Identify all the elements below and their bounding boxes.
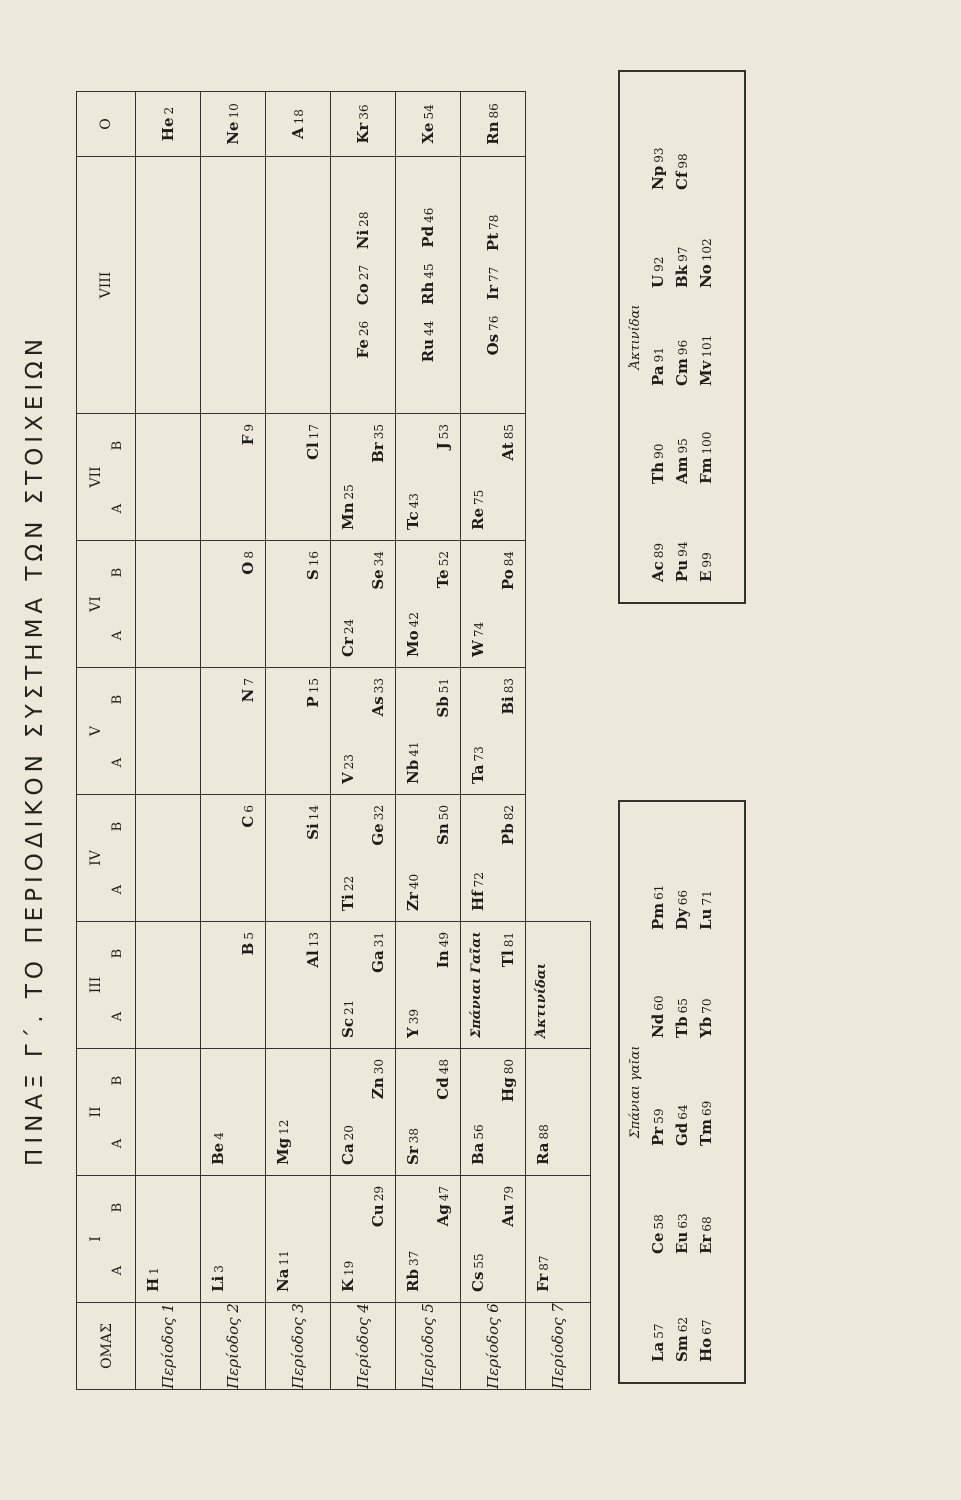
actinide-element: E99 <box>697 552 715 582</box>
element-cell <box>136 414 201 541</box>
element-cell <box>526 1176 591 1303</box>
element-cell <box>461 414 526 541</box>
subgroup-b-element: Cu29 <box>369 1186 387 1228</box>
subgroup-b-label: B <box>109 1202 125 1213</box>
group-header-row <box>77 92 136 1390</box>
subgroup-b-element: Ga31 <box>369 932 387 973</box>
subgroup-b-element: Bi83 <box>499 678 517 715</box>
subgroup-a-element: Ta73 <box>469 746 487 784</box>
element-cell <box>201 922 266 1049</box>
element-cell <box>266 922 331 1049</box>
subgroup-b-element: N7 <box>239 678 257 703</box>
period-label: Περίοδος 4 <box>331 1303 396 1390</box>
actinide-element: Th90 <box>649 443 667 484</box>
element-cell <box>266 92 331 157</box>
subgroup-b-label: B <box>109 440 125 451</box>
rare-earth-element: Ce58 <box>649 1214 667 1254</box>
group-header-5 <box>77 668 136 795</box>
subgroup-a-label: A <box>109 757 125 768</box>
subgroup-a-element: K19 <box>339 1260 357 1292</box>
subgroup-b-label: B <box>109 694 125 705</box>
group-number: II <box>87 1106 104 1118</box>
element-cell <box>201 1049 266 1176</box>
subgroup-a-element: H1 <box>144 1267 162 1292</box>
element-group-text: Xe54 <box>419 104 437 144</box>
subgroup-a-label: A <box>109 1138 125 1149</box>
rare-earth-element: Pm61 <box>649 884 667 930</box>
subgroup-a-label: A <box>109 1011 125 1022</box>
element-group-text: Fe26 Co27 Ni28 <box>354 211 372 359</box>
group-header-8 <box>77 157 136 414</box>
period-label: Περίοδος 1 <box>136 1303 201 1390</box>
element-cell <box>136 92 201 157</box>
subgroup-a-element: Ca20 <box>339 1125 357 1165</box>
period-row-2 <box>201 92 266 1390</box>
subgroup-a-element: Zr40 <box>404 873 422 911</box>
group-header-4 <box>77 795 136 922</box>
rare-earth-element: Dy66 <box>673 889 691 930</box>
element-group-text: Ne10 <box>224 103 242 145</box>
group-number: III <box>87 976 104 994</box>
subgroup-a-element: Sc21 <box>339 999 357 1038</box>
actinide-element: Am95 <box>673 438 691 484</box>
element-cell <box>461 795 526 922</box>
group-number: O <box>98 118 114 130</box>
subgroup-a-element: Sr38 <box>404 1127 422 1165</box>
period-row-4 <box>331 92 396 1390</box>
period-label: Περίοδος 6 <box>461 1303 526 1390</box>
subgroup-b-element: Zn30 <box>369 1059 387 1100</box>
subgroup-b-label: B <box>109 948 125 959</box>
element-group-text: A18 <box>289 109 307 139</box>
subgroup-a-label: A <box>109 503 125 514</box>
element-cell <box>136 541 201 668</box>
subgroup-a-label: A <box>109 1265 125 1276</box>
element-cell <box>331 157 396 414</box>
subgroup-b-label: B <box>109 821 125 832</box>
element-cell <box>201 541 266 668</box>
element-group-text: Ru44 Rh45 Pd46 <box>419 207 437 363</box>
actinide-element: Mv101 <box>697 334 715 386</box>
subgroup-a-element: Be4 <box>209 1132 227 1165</box>
rare-earth-element: Er68 <box>697 1216 715 1254</box>
actinide-element: Pa91 <box>649 347 667 386</box>
actinide-element: No102 <box>697 238 715 288</box>
actinide-element: U92 <box>649 256 667 288</box>
subgroup-a-element: Li3 <box>209 1265 227 1292</box>
element-cell <box>266 541 331 668</box>
element-cell <box>136 157 201 414</box>
element-group-text: He2 <box>159 106 177 142</box>
rare-earth-element: Sm62 <box>673 1317 691 1362</box>
actinides-grid <box>643 72 721 602</box>
subgroup-b-element: Sn50 <box>434 805 452 846</box>
subgroup-b-element: P15 <box>304 678 322 708</box>
element-cell <box>201 157 266 414</box>
group-number: VII <box>87 466 104 488</box>
actinide-element: Fm100 <box>697 431 715 484</box>
subgroup-b-element: Se34 <box>369 551 387 590</box>
group-number: V <box>87 725 104 737</box>
rare-earth-element: Tm69 <box>697 1100 715 1146</box>
subgroup-a-element: Cs55 <box>469 1253 487 1292</box>
element-cell <box>396 922 461 1049</box>
actinides-caption: Ἀκτινίδαι <box>628 304 643 370</box>
subgroup-b-element: F9 <box>239 424 257 446</box>
group-header-3 <box>77 922 136 1049</box>
period-row-1 <box>136 92 201 1390</box>
element-cell <box>461 92 526 157</box>
element-cell <box>201 668 266 795</box>
rare-earth-element: Lu71 <box>697 890 715 930</box>
element-cell <box>396 157 461 414</box>
subgroup-b-element: Au79 <box>499 1186 517 1227</box>
subgroup-b-element: Po84 <box>499 551 517 591</box>
subgroup-b-element: Cd48 <box>434 1059 452 1100</box>
period-row-3 <box>266 92 331 1390</box>
subgroup-b-element: Si14 <box>304 805 322 840</box>
group-header-7 <box>77 414 136 541</box>
element-cell <box>396 668 461 795</box>
subgroup-b-element: Hg80 <box>499 1059 517 1102</box>
periodic-table <box>76 91 591 1390</box>
subgroup-b-element: As33 <box>369 678 387 717</box>
subgroup-a-element: Ἀκτινίδαι <box>534 962 549 1038</box>
subgroup-b-element: Tl81 <box>499 932 517 968</box>
rare-earth-element: Nd60 <box>649 995 667 1038</box>
element-cell <box>461 541 526 668</box>
actinide-element: Pu94 <box>673 541 691 582</box>
element-cell <box>396 541 461 668</box>
rare-earth-element: Tb65 <box>673 998 691 1038</box>
subgroup-b-element: Ag47 <box>434 1186 452 1227</box>
subgroup-a-element: Cr24 <box>339 618 357 657</box>
subgroup-b-element: Sb51 <box>434 678 452 718</box>
element-cell <box>331 795 396 922</box>
subgroup-a-element: Ti22 <box>339 875 357 911</box>
actinide-element: Ac89 <box>649 542 667 582</box>
element-group-text: Os76 Ir77 Pt78 <box>484 214 502 356</box>
element-cell <box>461 668 526 795</box>
period-label: Περίοδος 5 <box>396 1303 461 1390</box>
actinide-element: Bk97 <box>673 246 691 288</box>
subgroup-a-label: A <box>109 884 125 895</box>
group-header-6 <box>77 541 136 668</box>
group-number: VI <box>87 596 104 612</box>
period-row-7 <box>526 92 591 1390</box>
element-cell <box>331 1049 396 1176</box>
element-cell <box>201 1176 266 1303</box>
element-cell <box>526 922 591 1049</box>
actinides-box <box>618 70 746 604</box>
period-row-5 <box>396 92 461 1390</box>
subgroup-a-label: A <box>109 630 125 641</box>
subgroup-a-element: Mg12 <box>274 1119 292 1165</box>
subgroup-a-element: Rb37 <box>404 1250 422 1292</box>
period-label: Περίοδος 2 <box>201 1303 266 1390</box>
group-header-9 <box>77 92 136 157</box>
element-cell <box>266 414 331 541</box>
group-header-1 <box>77 1176 136 1303</box>
subgroup-b-element: S16 <box>304 551 322 581</box>
element-cell <box>461 1049 526 1176</box>
actinide-element: Np93 <box>649 147 667 190</box>
element-cell <box>331 1176 396 1303</box>
subgroup-a-element: Σπάνιαι Γαῖαι <box>469 931 484 1038</box>
subgroup-b-element: At85 <box>499 424 517 461</box>
subgroup-a-element: V23 <box>339 754 357 784</box>
element-cell <box>331 922 396 1049</box>
element-cell <box>136 922 201 1049</box>
subgroup-b-element: C6 <box>239 805 257 828</box>
element-cell <box>136 1049 201 1176</box>
element-cell <box>136 795 201 922</box>
actinide-element <box>697 92 715 190</box>
rare-earth-element: Gd64 <box>673 1104 691 1146</box>
element-cell <box>266 1176 331 1303</box>
element-cell <box>526 1049 591 1176</box>
element-cell <box>201 795 266 922</box>
element-cell <box>331 414 396 541</box>
element-cell <box>331 541 396 668</box>
element-cell <box>266 795 331 922</box>
subgroup-b-element: Pb82 <box>499 805 517 846</box>
subgroup-a-element: Mn25 <box>339 484 357 530</box>
corner-cell <box>77 1303 136 1390</box>
subgroup-a-element: Ba56 <box>469 1124 487 1165</box>
corner-label: ΟΜΑΣ <box>99 1323 115 1369</box>
element-cell <box>266 157 331 414</box>
element-cell <box>266 1049 331 1176</box>
page-title: ΠΙΝΑΞ Γ΄. ΤΟ ΠΕΡΙΟΔΙΚΟΝ ΣΥΣΤΗΜΑ ΤΩΝ ΣΤΟΙΧΕΙΩΝ <box>22 334 48 1166</box>
group-number: VIII <box>98 271 114 299</box>
group-header-2 <box>77 1049 136 1176</box>
rare-earth-element: Eu63 <box>673 1213 691 1254</box>
subgroup-a-element: Na11 <box>274 1250 292 1292</box>
subgroup-a-element: Fr87 <box>534 1255 552 1292</box>
element-cell <box>331 92 396 157</box>
period-row-6 <box>461 92 526 1390</box>
element-cell <box>201 92 266 157</box>
element-cell <box>136 668 201 795</box>
subgroup-b-element: Te52 <box>434 551 452 589</box>
subgroup-a-element: Mo42 <box>404 612 422 657</box>
element-cell <box>396 795 461 922</box>
element-cell <box>396 1176 461 1303</box>
element-cell <box>396 1049 461 1176</box>
subgroup-b-label: B <box>109 1075 125 1086</box>
subgroup-a-element: Tc43 <box>404 493 422 530</box>
subgroup-b-element: Br35 <box>369 424 387 463</box>
element-cell <box>461 1176 526 1303</box>
group-number: IV <box>87 850 104 866</box>
subgroup-a-element: Nb41 <box>404 741 422 784</box>
subgroup-b-element: O8 <box>239 551 257 575</box>
element-cell <box>461 922 526 1049</box>
rare-earth-element: Yb70 <box>697 998 715 1038</box>
element-cell <box>461 157 526 414</box>
rare-earths-grid <box>643 802 721 1382</box>
rare-earth-element: La57 <box>649 1323 667 1362</box>
actinide-element: Cm96 <box>673 339 691 386</box>
element-group-text: Kr36 <box>354 104 372 144</box>
subgroup-b-element: J53 <box>434 424 452 450</box>
group-number: I <box>87 1236 104 1242</box>
subgroup-a-element: Ra88 <box>534 1124 552 1165</box>
element-cell <box>266 668 331 795</box>
element-cell <box>396 92 461 157</box>
element-cell <box>136 1176 201 1303</box>
actinide-element: Cf98 <box>673 153 691 190</box>
subgroup-a-element: Re75 <box>469 489 487 530</box>
rare-earth-element: Ho67 <box>697 1319 715 1362</box>
subgroup-a-element: Y39 <box>404 1009 422 1038</box>
element-cell <box>331 668 396 795</box>
period-label: Περίοδος 7 <box>526 1303 591 1390</box>
subgroup-b-label: B <box>109 567 125 578</box>
subgroup-b-element: Cl17 <box>304 424 322 460</box>
rare-earths-caption: Σπάνιαι γαῖαι <box>628 1045 643 1139</box>
element-group-text: Rn86 <box>484 103 502 145</box>
rare-earths-box <box>618 800 746 1384</box>
subgroup-b-element: Ge32 <box>369 805 387 846</box>
element-cell <box>201 414 266 541</box>
subgroup-b-element: In49 <box>434 932 452 969</box>
subgroup-b-element: Al13 <box>304 932 322 968</box>
period-label: Περίοδος 3 <box>266 1303 331 1390</box>
rare-earth-element: Pr59 <box>649 1108 667 1146</box>
subgroup-a-element: Hf72 <box>469 872 487 911</box>
element-cell <box>396 414 461 541</box>
subgroup-b-element: B5 <box>239 932 257 956</box>
subgroup-a-element: W74 <box>469 621 487 657</box>
